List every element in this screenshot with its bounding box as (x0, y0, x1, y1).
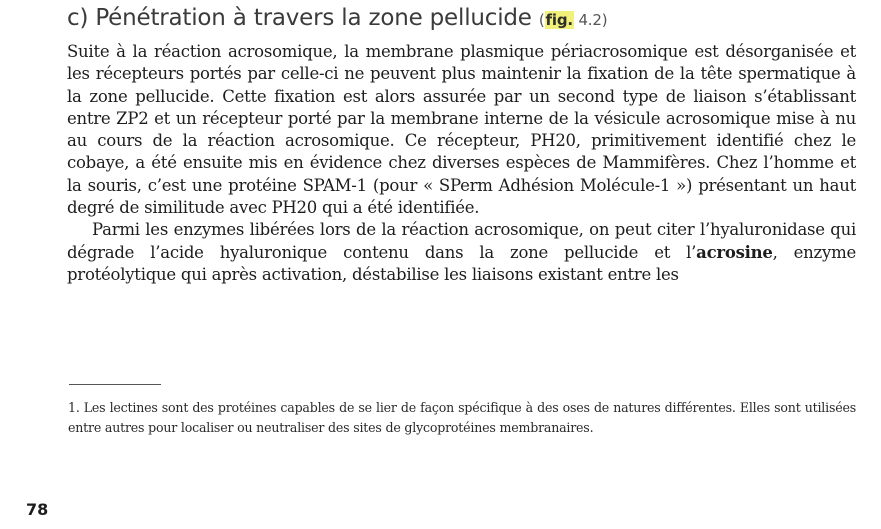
term-acrosine: acrosine (696, 242, 773, 262)
page-number: 78 (26, 500, 49, 519)
body-text (67, 41, 856, 286)
paragraph-1: Suite à la réaction acrosomique, la membrane plasmique périacrosomique est désorganisée et les récepteurs portés par celle-ci ne peuvent plus maintenir la fixation de la tête spermatique à la zone pellucide. Cette fixation est alors assurée par un second type de liaison s’établissant entre ZP2 et un récepteur porté par la membrane interne de la vésicule acrosomique mise à nu au cours de la réaction acrosomique. Ce récepteur, PH20, primitivement identifié chez le cobaye, a été ensuite mis en évidence chez diverses espèces de Mammifères. Chez l’homme et la souris, c’est une protéine SPAM-1 (pour « SPerm Adhésion Molécule-1 ») présentant un haut degré de similitude avec PH20 qui a été identifiée. (67, 42, 856, 218)
paragraph-2 (67, 219, 856, 286)
section-title: c) Pénétration à travers la zone pellucide (67, 5, 532, 31)
figure-ref-highlight: fig. (545, 11, 573, 29)
paragraph-2-text-before: Parmi les enzymes libérées lors de la réaction acrosomique, on peut citer l’hyaluronidase qui dégrade l’acide hyaluronique contenu dans la zone pellucide et l’ (67, 220, 856, 262)
figure-reference (539, 11, 607, 29)
figure-ref-open: ( (538, 11, 545, 29)
paragraph-2-text-after: , enzyme protéolytique qui après activation, déstabilise les liaisons existant entre les (67, 242, 856, 284)
figure-ref-number: 4.2) (578, 11, 608, 29)
footnote: 1. Les lectines sont des protéines capables de se lier de façon spécifique à des oses de natures différentes. Elles sont utilisées entre autres pour localiser ou neutraliser des sites de glycoprotéines membranaires. (68, 400, 856, 435)
footnote-divider (69, 384, 161, 385)
section-heading (67, 2, 607, 36)
